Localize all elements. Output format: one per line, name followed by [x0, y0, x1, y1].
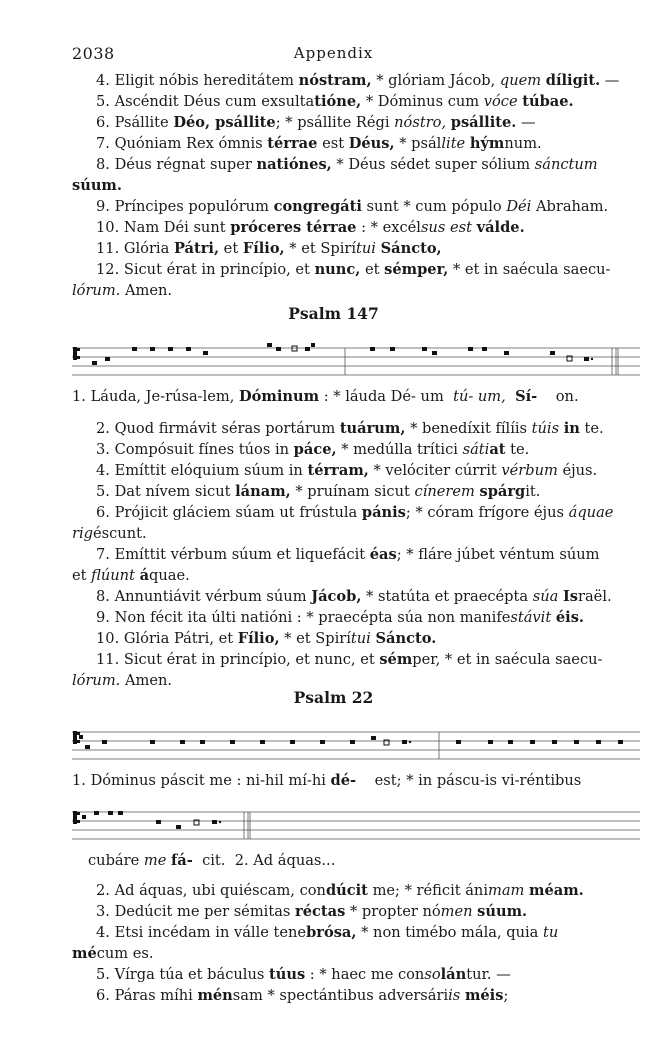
verse-text: te.	[505, 441, 530, 458]
verse-text: —	[516, 114, 536, 131]
verse-line	[96, 985, 662, 1006]
verse-bold: nóstram,	[298, 72, 372, 89]
verse-text: ; * fláre júbet véntum súum	[396, 546, 600, 563]
underlay-italic: me	[143, 852, 167, 869]
underlay-bold: Dóminum	[239, 388, 320, 405]
square-neume-icon	[82, 811, 221, 829]
underlay-bold: dé-	[330, 772, 357, 789]
verse-bold: á	[139, 567, 150, 584]
verse-text: num.	[504, 135, 542, 152]
verse-line	[72, 565, 638, 586]
psalm-22-staff-1	[72, 724, 640, 766]
verse-text: * pruínam sicut	[290, 483, 415, 500]
verse-text: 4. Eligit nóbis hereditátem	[96, 72, 299, 89]
verse-text: * glóriam Jácob,	[371, 72, 500, 89]
verse-text: 3. Compósuit fínes túos in	[96, 441, 294, 458]
verse-text: te.	[579, 420, 604, 437]
verse-italic: vóce	[483, 93, 518, 110]
verse-text: Amen.	[120, 672, 173, 689]
verse-bold: mén	[197, 987, 233, 1004]
verse-italic: quem	[499, 72, 542, 89]
verse-text: ;	[503, 987, 509, 1004]
c-clef-icon	[73, 731, 80, 744]
verse-italic: sánctum	[534, 156, 598, 173]
verse-text: 11. Glória	[96, 240, 174, 257]
verse-text: 12. Sicut érat in princípio, et	[96, 261, 315, 278]
verse-line	[96, 70, 662, 91]
verse-bold: sém	[379, 651, 413, 668]
verse-text: et	[219, 240, 243, 257]
verse-text: sam * spectántibus adversári	[232, 987, 449, 1004]
verse-line	[96, 133, 662, 154]
verse-bold: próceres térrae	[230, 219, 357, 236]
verse-line	[96, 964, 662, 985]
verse-line	[96, 481, 662, 502]
verse-text: 8. Annuntiávit vérbum súum	[96, 588, 312, 605]
verse-bold: Fílio,	[242, 240, 285, 257]
verse-text: sunt * cum pópulo	[361, 198, 507, 215]
psalm-22-heading: Psalm 22	[293, 688, 374, 707]
verse-bold: Sáncto,	[380, 240, 442, 257]
verse-italic: mam	[488, 882, 525, 899]
verse-italic: Déi	[506, 198, 532, 215]
psalm-147-staff	[72, 340, 640, 382]
verse-bold: méis	[464, 987, 504, 1004]
verse-bold: Sáncto.	[375, 630, 437, 647]
verse-italic: so	[424, 966, 441, 983]
verse-text: 3. Dedúcit me per sémitas	[96, 903, 296, 920]
underlay-text: : * láuda Dé- um	[319, 388, 454, 405]
verse-bold: Déus,	[348, 135, 395, 152]
verse-text: éjus.	[557, 462, 598, 479]
verse-bold: nunc,	[314, 261, 361, 278]
verse-bold: Déo, psállite	[173, 114, 276, 131]
underlay-text: 1. Dóminus páscit me : ni-hil mí-hi	[72, 772, 331, 789]
verse-line	[96, 238, 662, 259]
verse-bold: réctas	[295, 903, 346, 920]
verse-bold: Pátri,	[173, 240, 220, 257]
verse-bold: Jácob,	[311, 588, 362, 605]
verse-bold: súum.	[477, 903, 528, 920]
verse-text: 7. Emíttit vérbum súum et liquefácit	[96, 546, 370, 563]
verse-line	[96, 628, 662, 649]
verse-italic: flúunt	[91, 567, 135, 584]
verse-text: * benedíxit fílíis	[405, 420, 532, 437]
verse-italic: vérbum	[501, 462, 558, 479]
verse-bold: éis.	[555, 609, 584, 626]
page-number: 2038	[72, 44, 115, 63]
verse-text: * medúlla trítici	[336, 441, 463, 458]
verse-bold: congregáti	[273, 198, 362, 215]
underlay-bold: Sí-	[515, 388, 538, 405]
verse-line	[96, 649, 662, 670]
square-neume-icon	[79, 735, 623, 749]
verse-line	[72, 943, 638, 964]
verse-italic: tui	[356, 240, 376, 257]
verse-text: it.	[525, 483, 541, 500]
verse-text: 2. Quod firmávit séras portárum	[96, 420, 340, 437]
underlay-text: est; * in páscu-is vi-réntibus	[356, 772, 582, 789]
verse-bold: térram,	[307, 462, 369, 479]
verse-italic: rig	[72, 525, 93, 542]
verse-text: 5. Dat nívem sicut	[96, 483, 236, 500]
verse-bold: mé	[72, 945, 97, 962]
verse-bold: sémper,	[384, 261, 449, 278]
verse-text: 10. Glória Pátri, et	[96, 630, 238, 647]
verse-text: 6. Páras míhi	[96, 987, 198, 1004]
verse-line	[96, 154, 662, 175]
verse-italic: túis	[531, 420, 560, 437]
verse-bold: lánam,	[235, 483, 291, 500]
verse-bold: válde.	[476, 219, 525, 236]
verse-text: 7. Quóniam Rex ómnis	[96, 135, 268, 152]
verse-text: * non timébo mála, quia	[356, 924, 543, 941]
verse-line	[72, 175, 638, 196]
psalm-22-underlay-2	[88, 852, 335, 869]
psalm-147-underlay	[72, 388, 579, 405]
verse-text: * et Spirí	[279, 630, 351, 647]
verse-bold: spárg	[479, 483, 526, 500]
verse-bold: díligit.	[545, 72, 601, 89]
verse-text: 5. Vírga túa et báculus	[96, 966, 269, 983]
verse-bold: súum.	[72, 177, 122, 194]
verse-text: per, * et in saécula saecu-	[412, 651, 603, 668]
verse-italic: is	[448, 987, 461, 1004]
verse-italic: súa	[532, 588, 559, 605]
verse-bold: Is	[562, 588, 578, 605]
verse-line	[96, 922, 662, 943]
verse-text: est	[317, 135, 349, 152]
square-neume-icon	[92, 343, 593, 365]
verse-italic: áquae	[568, 504, 614, 521]
psalm-147-heading: Psalm 147	[288, 304, 379, 323]
verse-text: éscunt.	[93, 525, 147, 542]
verse-text: Abraham.	[531, 198, 609, 215]
verse-bold: in	[563, 420, 580, 437]
verse-text: * velóciter cúrrit	[368, 462, 502, 479]
verse-text: 2. Ad áquas, ubi quiéscam, con	[96, 882, 326, 899]
verse-bold: natiónes,	[256, 156, 332, 173]
c-clef-icon	[73, 347, 80, 360]
verse-text: * psál	[394, 135, 442, 152]
verse-bold: túus	[268, 966, 306, 983]
verse-text: quae.	[149, 567, 190, 584]
verse-line	[96, 901, 662, 922]
verse-text: 4. Etsi incédam in válle tene	[96, 924, 307, 941]
verse-line	[72, 280, 638, 301]
verse-italic: cínerem	[414, 483, 475, 500]
verse-text: 9. Non fécit ita últi natióni : * praecépta súa non manife	[96, 609, 511, 626]
verse-italic: lórum.	[72, 282, 121, 299]
verse-text: * et in saécula saecu-	[448, 261, 611, 278]
verse-bold: pánis	[361, 504, 406, 521]
verse-line	[96, 259, 662, 280]
verse-italic: stávit	[510, 609, 552, 626]
underlay-bold: fá-	[171, 852, 193, 869]
verse-text: 4. Emíttit elóquium súum in	[96, 462, 308, 479]
verse-line	[96, 880, 662, 901]
verse-text: 9. Príncipes populórum	[96, 198, 274, 215]
verse-text: tur. —	[466, 966, 511, 983]
verse-italic: lite	[441, 135, 466, 152]
verse-bold: psállite.	[450, 114, 517, 131]
verse-text: et	[72, 567, 92, 584]
verse-line	[96, 544, 662, 565]
verse-bold: tióne,	[314, 93, 362, 110]
verse-line	[96, 460, 662, 481]
verse-bold: Fílio,	[237, 630, 280, 647]
verse-line	[96, 607, 662, 628]
verse-text: * Dóminus cum	[361, 93, 484, 110]
verse-text: : * excél	[356, 219, 421, 236]
verse-line	[96, 91, 662, 112]
verse-bold: tuárum,	[339, 420, 406, 437]
verse-text: cum es.	[96, 945, 154, 962]
verse-bold: éas	[369, 546, 397, 563]
verse-bold: páce,	[293, 441, 337, 458]
underlay-text: 1. Láuda, Je-rúsa-lem,	[72, 388, 240, 405]
verse-text: me; * réficit áni	[367, 882, 489, 899]
verse-line	[96, 418, 662, 439]
verse-text: 8. Déus régnat super	[96, 156, 257, 173]
verse-text: ; * córam frígore éjus	[405, 504, 569, 521]
verse-italic: sáti	[462, 441, 490, 458]
verse-text: 10. Nam Déi sunt	[96, 219, 231, 236]
verse-text: * et Spirí	[284, 240, 357, 257]
verse-line	[96, 196, 662, 217]
verse-italic: tu	[542, 924, 559, 941]
verse-text: 5. Ascéndit Déus cum exsulta	[96, 93, 315, 110]
running-title: Appendix	[293, 44, 374, 62]
verse-text: : * haec me con	[305, 966, 425, 983]
underlay-text: cit. 2. Ad áquas...	[192, 852, 336, 869]
verse-bold: lán	[440, 966, 467, 983]
verse-bold: túbae.	[522, 93, 574, 110]
verse-line	[72, 523, 638, 544]
verse-text: —	[600, 72, 620, 89]
verse-line	[96, 586, 662, 607]
verse-line	[96, 112, 662, 133]
verse-bold: hým	[469, 135, 505, 152]
verse-text: ; * psállite Régi	[275, 114, 395, 131]
verse-italic: men	[440, 903, 473, 920]
psalm-22-staff-2	[72, 804, 640, 846]
verse-text: 11. Sicut érat in princípio, et nunc, et	[96, 651, 380, 668]
underlay-text: cubáre	[88, 852, 144, 869]
verse-bold: dúcit	[325, 882, 368, 899]
verse-line	[96, 217, 662, 238]
verse-text: Amen.	[120, 282, 173, 299]
verse-text: 6. Psállite	[96, 114, 174, 131]
c-clef-icon	[73, 811, 80, 824]
verse-text: raël.	[578, 588, 612, 605]
verse-bold: at	[489, 441, 506, 458]
verse-italic: lórum.	[72, 672, 121, 689]
verse-text: * statúta et praecépta	[361, 588, 533, 605]
verse-bold: méam.	[529, 882, 584, 899]
verse-text: et	[360, 261, 385, 278]
verse-italic: sus est	[420, 219, 472, 236]
verse-italic: nóstro,	[394, 114, 447, 131]
underlay-text: on.	[537, 388, 579, 405]
psalm-22-underlay-1	[72, 772, 581, 789]
underlay-text	[506, 388, 515, 405]
verse-italic: tui	[350, 630, 371, 647]
verse-text: * Déus sédet super sólium	[331, 156, 535, 173]
verse-text: 6. Prójicit gláciem súam ut frústula	[96, 504, 362, 521]
verse-text: * propter nó	[345, 903, 441, 920]
verse-line	[96, 439, 662, 460]
verse-bold: brósa,	[306, 924, 357, 941]
verse-line	[96, 502, 662, 523]
underlay-italic: tú- um,	[453, 388, 506, 405]
verse-bold: térrae	[267, 135, 318, 152]
